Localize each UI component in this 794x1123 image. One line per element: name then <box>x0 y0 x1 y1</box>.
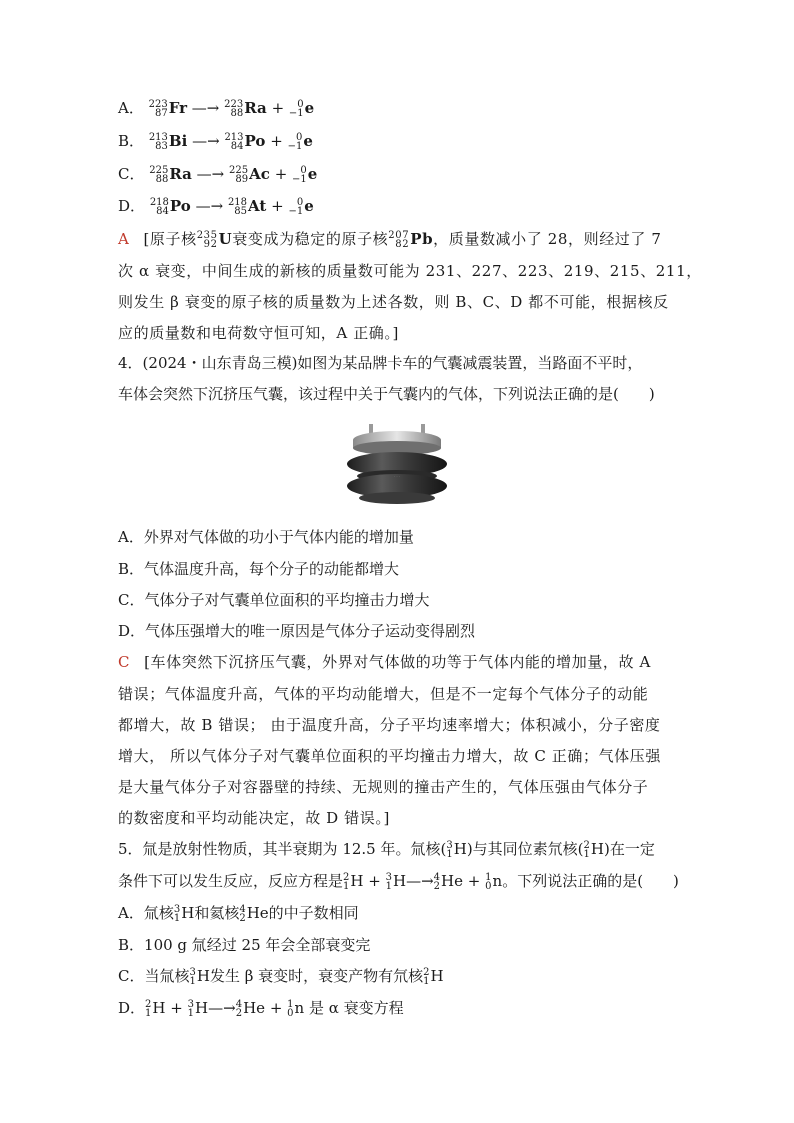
q3-explanation-line-1: A [原子核 235 92 U衰变成为稳定的原子核 207 82 Pb，质量数减小了 28，则经过了 7 <box>118 230 662 250</box>
q4-explanation-line-2: 错误；气体温度升高，气体的平均动能增大，但是不一定每个气体分子的动能 <box>118 685 649 703</box>
q4-explanation-line-3: 都增大，故 B 错误； 由于温度升高，分子平均速率增大；体积减小，分子密度 <box>118 716 661 734</box>
q4-stem-line-1: 4．(2024・山东青岛三模)如图为某品牌卡车的气囊减震装置，当路面不平时， <box>118 354 643 372</box>
q5-option-b: B．100 g 氚经过 25 年会全部衰变完 <box>118 936 371 954</box>
q3-option-c: C． 225 88 Ra —→ 225 89 Ac + 0 −1 e <box>118 165 318 185</box>
q4-explanation-line-5: 是大量气体分子对容器壁的持续、无规则的撞击产生的，气体压强由气体分子 <box>118 778 649 796</box>
q4-explanation-line-4: 增大， 所以气体分子对气囊单位面积的平均撞击力增大，故 C 正确；气体压强 <box>118 747 661 765</box>
q3-explanation-line-3: 则发生 β 衰变的原子核的质量数为上述各数，则 B、C、D 都不可能，根据核反 <box>118 293 669 311</box>
q5-option-c: C．当氚核 3 1 H发生 β 衰变时，衰变产物有氘核 2 1 H <box>118 967 444 987</box>
q5-option-d: D． 2 1 H + 3 1 H—→ 4 2 He + 1 0 n 是 α 衰变方程 <box>118 999 404 1019</box>
q3-option-b: B． 213 83 Bi —→ 213 84 Po + 0 −1 e <box>118 132 313 152</box>
q4-answer: C <box>118 653 131 671</box>
q4-option-c: C．气体分子对气囊单位面积的平均撞击力增大 <box>118 591 430 609</box>
q3-option-a: A． 223 87 Fr —→ 223 88 Ra + 0 −1 e <box>118 99 315 119</box>
q4-option-b: B．气体温度升高，每个分子的动能都增大 <box>118 560 400 578</box>
q3-answer: A <box>118 230 130 248</box>
q3-explanation-line-4: 应的质量数和电荷数守恒可知，A 正确。] <box>118 324 399 342</box>
q3-option-d: D． 218 84 Po —→ 218 85 At + 0 −1 e <box>118 197 314 217</box>
q5-option-a: A．氚核 3 1 H和氦核 4 2 He的中子数相同 <box>118 904 359 924</box>
q4-explanation-line-6: 的数密度和平均动能决定，故 D 错误。] <box>118 809 390 827</box>
q5-stem-line-2: 条件下可以发生反应，反应方程是 2 1 H + 3 1 H—→ 4 2 He + 1 0 n。下列说法正确的是( ) <box>118 872 679 892</box>
q4-option-d: D．气体压强增大的唯一原因是气体分子运动变得剧烈 <box>118 622 476 640</box>
svg-text:· · ·: · · · <box>393 474 401 479</box>
q4-option-a: A．外界对气体做的功小于气体内能的增加量 <box>118 528 414 546</box>
q3-explanation-line-2: 次 α 衰变，中间生成的新核的质量数可能为 231、227、223、219、215、211， <box>118 262 702 280</box>
q4-stem-line-2: 车体会突然下沉挤压气囊，该过程中关于气囊内的气体，下列说法正确的是( ) <box>118 385 655 403</box>
q4-explanation-line-1: C [车体突然下沉挤压气囊，外界对气体做的功等于气体内能的增加量，故 A <box>118 653 651 671</box>
air-spring-photo <box>345 420 449 506</box>
q5-stem-line-1: 5．氚是放射性物质，其半衰期为 12.5 年。氚核( 3 1 H)与其同位素氘核( 2 1 H)在一定 <box>118 840 655 860</box>
